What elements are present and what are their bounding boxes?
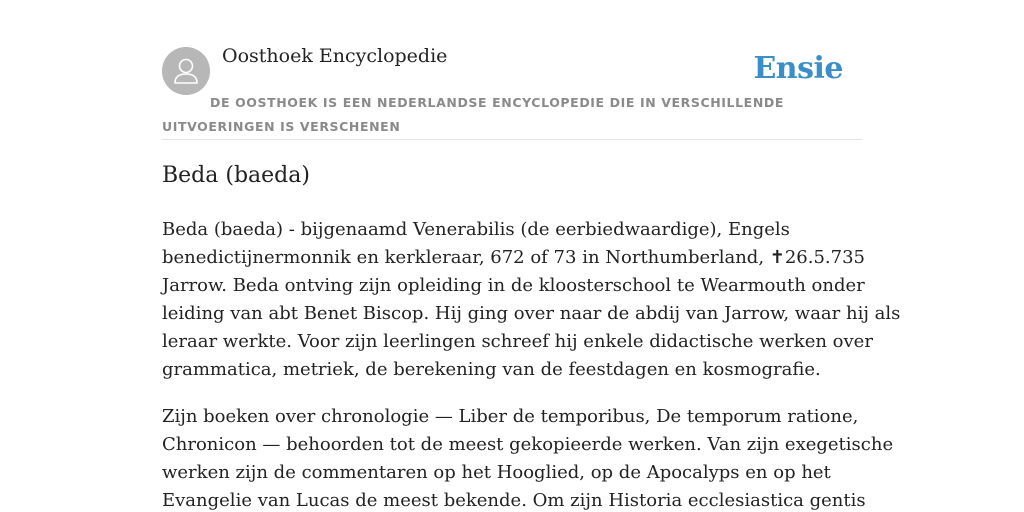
paragraph-line: benedictijnermonnik en kerkleraar, 672 of 73 in Northumberland, ✝26.5.735 <box>162 247 866 268</box>
user-avatar-icon[interactable] <box>162 47 210 95</box>
paragraph-line: leiding van abt Benet Biscop. Hij ging over naar de abdij van Jarrow, waar hij als <box>162 303 901 324</box>
avatar-silhouette <box>162 47 210 95</box>
paragraph-line: Zijn boeken over chronologie — Liber de temporibus, De temporum ratione, <box>162 406 859 427</box>
paragraph-line: Beda (baeda) - bijgenaamd Venerabilis (de eerbiedwaardige), Engels <box>162 219 790 240</box>
paragraph-line: grammatica, metriek, de berekening van de feestdagen en kosmografie. <box>162 359 821 380</box>
paragraph-line: Chronicon — behoorden tot de meest gekopieerde werken. Van zijn exegetische <box>162 434 894 455</box>
article-paragraph <box>162 216 901 384</box>
article-title: Beda (baeda) <box>162 163 310 188</box>
paragraph-line: Evangelie van Lucas de meest bekende. Om zijn Historia ecclesiastica gentis <box>162 490 866 511</box>
article-body <box>162 216 901 512</box>
paragraph-line: leraar werkte. Voor zijn leerlingen schreef hij enkele didactische werken over <box>162 331 873 352</box>
ensie-logo-link[interactable]: Ensie <box>753 51 843 86</box>
site-name-link[interactable]: Oosthoek Encyclopedie <box>222 45 448 67</box>
header-divider <box>162 139 862 140</box>
paragraph-line: Jarrow. Beda ontving zijn opleiding in de kloosterschool te Wearmouth onder <box>162 275 865 296</box>
site-header <box>162 0 862 140</box>
article-paragraph <box>162 403 894 512</box>
paragraph-line: werken zijn de commentaren op het Hooglied, op de Apocalyps en op het <box>162 462 831 483</box>
site-tagline: DE OOSTHOEK IS EEN NEDERLANDSE ENCYCLOPEDIE DIE IN VERSCHILLENDE UITVOERINGEN IS VERSCHENEN <box>162 95 784 134</box>
